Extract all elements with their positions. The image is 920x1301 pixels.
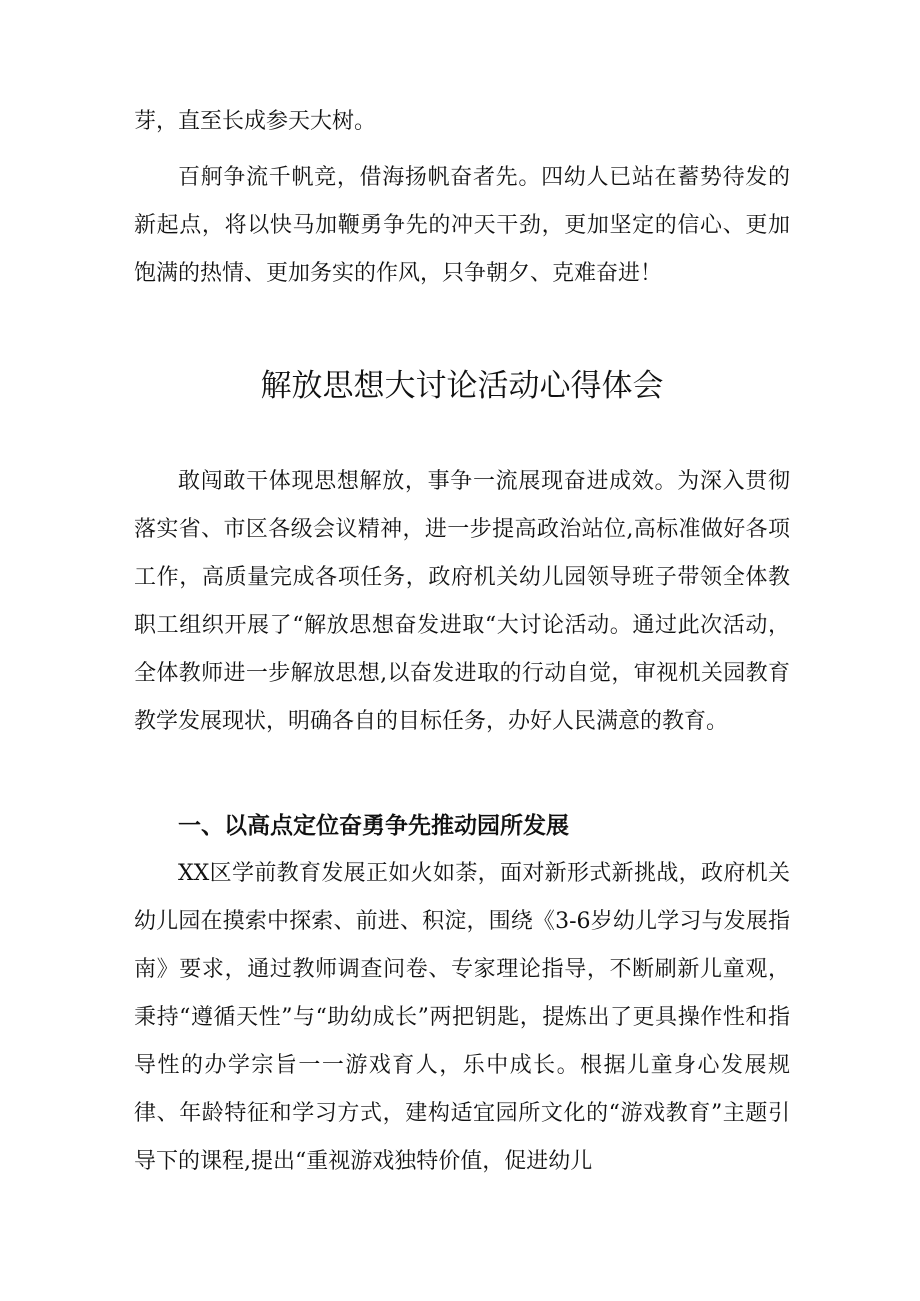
section-body-paragraph: XX区学前教育发展正如火如荼，面对新形式新挑战，政府机关幼儿园在摸索中探索、前进、积淀，围绕《3-6岁幼儿学习与发展指南》要求，通过教师调查问卷、专家理论指导，不断刷新儿童观，秉持“遵循天性”与“助幼成长”两把钥匙，提炼出了更具操作性和指导性的办学宗旨一一游戏育人，乐中成长。根据儿童身心发展规律、年龄特征和学习方式，建构适宜园所文化的“游戏教育”主题引导下的课程,提出“重视游戏独特价值，促进幼儿 (134, 861, 790, 1174)
document-title: 解放思想大讨论活动心得体会 (260, 368, 664, 404)
intro-paragraph: 敢闯敢干体现思想解放，事争一流展现奋进成效。为深入贯彻落实省、市区各级会议精神，进一步提高政治站位,高标准做好各项工作，高质量完成各项任务，政府机关幼儿园领导班子带领全体教职工组织开展了“解放思想奋发进取“大讨论活动。通过此次活动，全体教师进一步解放思想,以奋发进取的行动自觉，审视机关园教育教学发展现状，明确各自的目标任务，办好人民满意的教育。 (134, 469, 790, 734)
continued-paragraph-ending: 芽，直至长成参天大树。 (134, 109, 377, 134)
closing-paragraph: 百舸争流千帆竞，借海扬帆奋者先。四幼人已站在蓄势待发的新起点，将以快马加鞭勇争先的冲天干劲，更加坚定的信心、更加饱满的热情、更加务实的作风，只争朝夕、克难奋进！ (134, 165, 790, 286)
section-heading: 一、以高点定位奋勇争先推动园所发展 (178, 813, 569, 839)
